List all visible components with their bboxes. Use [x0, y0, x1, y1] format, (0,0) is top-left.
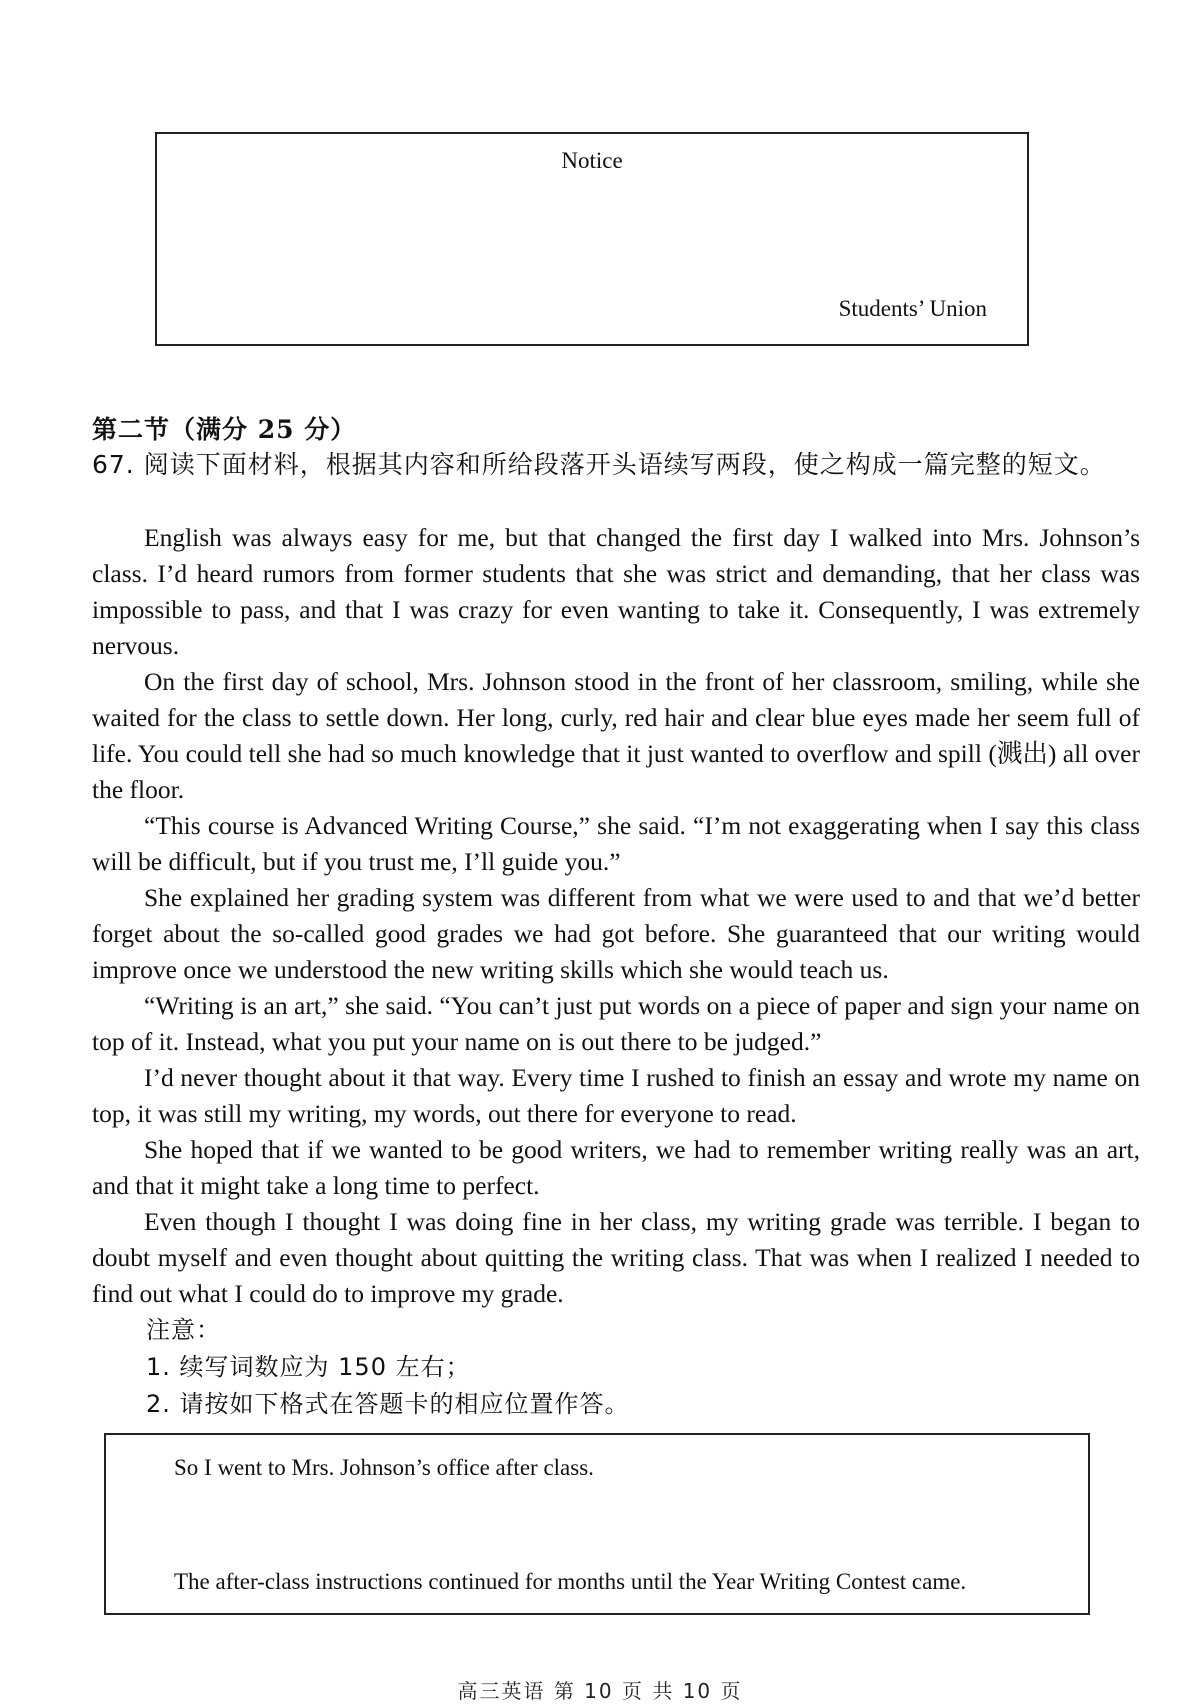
note-item: 2. 请按如下格式在答题卡的相应位置作答。: [146, 1390, 630, 1418]
notice-writing-box: [155, 132, 1029, 346]
notes-heading: 注意：: [146, 1316, 221, 1344]
passage-paragraph: English was always easy for me, but that changed the first day I walked into Mrs. Johnson’s class. I’d heard rumors from former students that she was strict and demanding, that her class was impossible to pass, and that I was crazy for even wanting to take it. Consequently, I was extremely nervous.: [92, 523, 1140, 660]
first-paragraph-opening: So I went to Mrs. Johnson’s office after class.: [174, 1455, 594, 1480]
reading-passage: [92, 520, 1140, 1312]
notice-title: Notice: [561, 148, 623, 173]
passage-paragraph: She hoped that if we wanted to be good writers, we had to remember writing really was an art, and that it might take a long time to perfect.: [92, 1135, 1140, 1200]
second-paragraph-opening: The after-class instructions continued for months until the Year Writing Contest came.: [174, 1569, 967, 1594]
passage-paragraph: On the first day of school, Mrs. Johnson stood in the front of her classroom, smiling, while she waited for the class to settle down. Her long, curly, red hair and clear blue eyes made her seem full of life. You could tell she had so much knowledge that it just wanted to overflow and spill (溅出) all over the floor.: [92, 667, 1140, 804]
answer-format-box: [104, 1433, 1090, 1615]
question-instruction: 67. 阅读下面材料，根据其内容和所给段落开头语续写两段，使之构成一篇完整的短文。: [92, 450, 1106, 479]
note-item: 1. 续写词数应为 150 左右；: [146, 1353, 471, 1381]
notice-signature: Students’ Union: [838, 296, 987, 321]
passage-paragraph: Even though I thought I was doing fine in her class, my writing grade was terrible. I began to doubt myself and even thought about quitting the writing class. That was when I realized I needed to find out what I could do to improve my grade.: [92, 1207, 1140, 1308]
passage-paragraph: She explained her grading system was different from what we were used to and that we’d better forget about the so-called good grades we had got before. She guaranteed that our writing would improve once we understood the new writing skills which she would teach us.: [92, 883, 1140, 984]
passage-paragraph: “Writing is an art,” she said. “You can’t just put words on a piece of paper and sign your name on top of it. Instead, what you put your name on is out there to be judged.”: [92, 991, 1140, 1056]
section-heading: 第二节（满分 25 分）: [92, 415, 357, 444]
notes-section: [146, 1312, 630, 1423]
page-footer: 高三英语 第 10 页 共 10 页: [457, 1679, 743, 1703]
passage-paragraph: “This course is Advanced Writing Course,” she said. “I’m not exaggerating when I say this class will be difficult, but if you trust me, I’ll guide you.”: [92, 811, 1140, 876]
passage-paragraph: I’d never thought about it that way. Every time I rushed to finish an essay and wrote my name on top, it was still my writing, my words, out there for everyone to read.: [92, 1063, 1140, 1128]
